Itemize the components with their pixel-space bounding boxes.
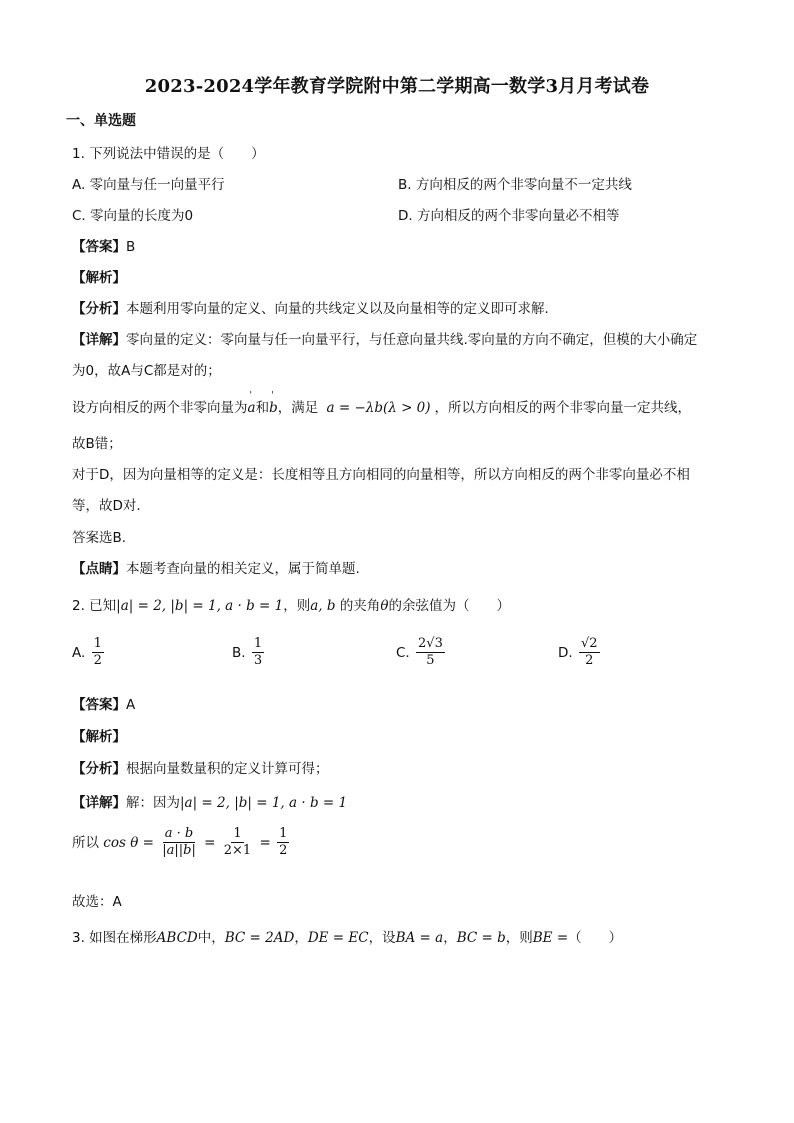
q1-xiangjie-3: 设方向相反的两个非零向量为' a和' b，满足 a = −λb(λ > 0) ，所以方向相反的两个非零向量一定共线， [72,396,691,416]
q2-stem: 2. 已知|a| = 2, |b| = 1, a · b = 1，则a, b 的夹角θ的余弦值为（ ） [72,598,510,614]
q2-jiexi-tag: 【解析】 [72,729,126,745]
q2-option-d: D. $\frac{√2}{2}$ [558,636,598,669]
q1-xiangjie-2: 为0，故A与C都是对的； [72,363,221,379]
q2-cos-equation: 所以 cos θ = $\frac{a \cdot b}{|a||b|}$ = $\frac{1}{2\times 1}$ = $\frac{1}{2}$ [72,826,288,859]
q1-xiangjie-1: 【详解】零向量的定义：零向量与任一向量平行，与任意向量共线.零向量的方向不确定，但模的大小确定 [72,332,698,348]
q2-xiangjie: 【详解】解：因为|a| = 2, |b| = 1, a · b = 1 [72,795,348,811]
answer-tag: 【答案】 [72,239,126,255]
page-title: 2023-2024学年教育学院附中第二学期高一数学3月月考试卷 [144,76,650,97]
q1-fenxi: 【分析】本题利用零向量的定义、向量的共线定义以及向量相等的定义即可求解. [72,301,549,317]
q2-condition: |a| = 2, |b| = 1, a · b = 1 [116,598,284,614]
q2-fenxi: 【分析】根据向量数量积的定义计算可得； [72,761,329,777]
q1-xiangjie-5: 对于D，因为向量相等的定义是：长度相等且方向相同的向量相等，所以方向相反的两个非零向量必不相 [72,467,690,483]
q1-option-b: B. 方向相反的两个非零向量不一定共线 [398,177,632,193]
q2-guxuan: 故选：A [72,894,122,910]
q1-xiangjie-4: 故B错； [72,436,122,452]
q1-option-a: A. 零向量与任一向量平行 [72,177,225,193]
q1-jiexi-tag: 【解析】 [72,270,126,286]
q1-dianjing: 【点睛】本题考查向量的相关定义，属于简单题. [72,561,360,577]
q1-option-d: D. 方向相反的两个非零向量必不相等 [398,208,620,224]
vector-a: ' a [248,400,256,416]
q1-formula: a = −λb(λ > 0) [326,400,431,416]
q2-option-c: C. $\frac{2√3}{5}$ [396,636,443,669]
q3-stem: 3. 如图在梯形ABCD中，BC = 2AD，DE = EC，设BA = a，BC = b，则BE =（ ） [72,930,623,946]
q1-stem: 1. 下列说法中错误的是（ ） [72,146,265,162]
q2-option-a: A. $\frac{1}{2}$ [72,636,102,669]
q1-answer: B [126,239,136,255]
vector-b: ' b [269,400,278,416]
section-heading: 一、单选题 [66,113,136,129]
q2-answer-line [72,693,135,713]
q1-answer-line [72,235,135,255]
q1-option-c: C. 零向量的长度为0 [72,208,194,224]
q1-conclusion: 答案选B. [72,530,127,546]
q2-answer: A [126,697,136,713]
answer-tag: 【答案】 [72,697,126,713]
q2-option-b: B. $\frac{1}{3}$ [232,636,263,669]
q1-xiangjie-6: 等，故D对. [72,498,141,514]
